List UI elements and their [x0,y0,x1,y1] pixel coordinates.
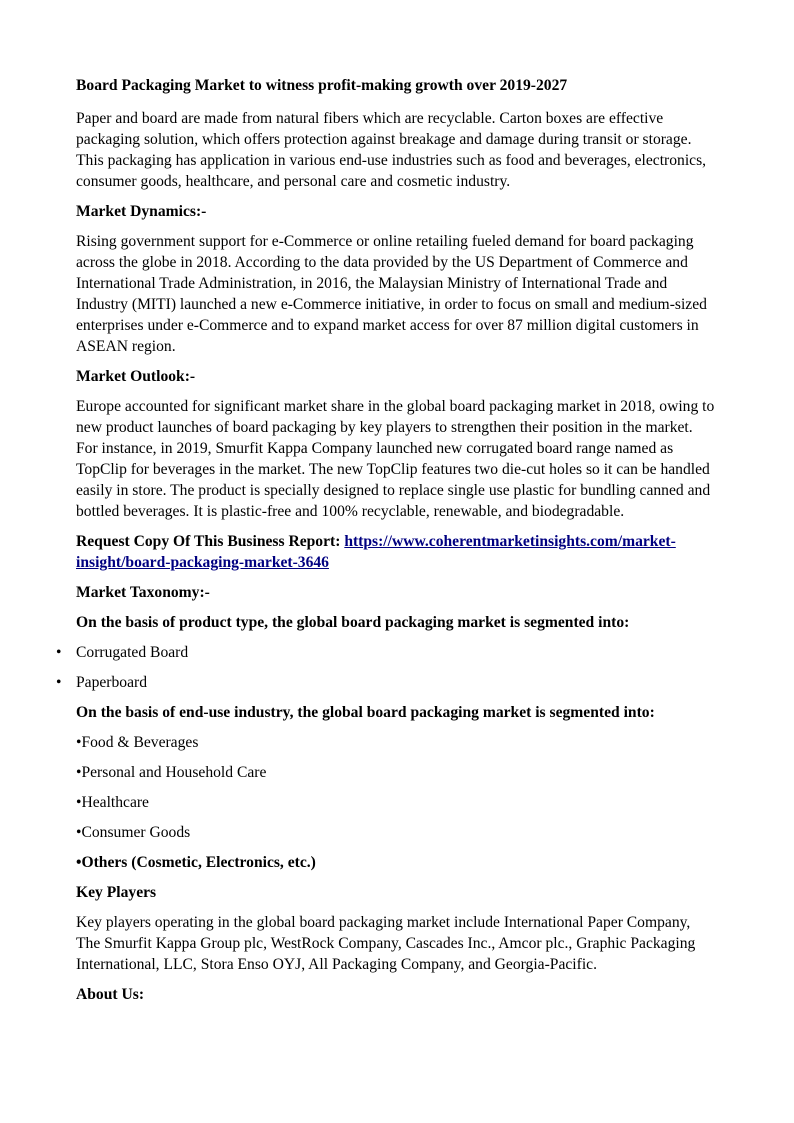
end-use-item: •Personal and Household Care [76,764,267,781]
key-players-paragraph: Key players operating in the global board packaging market include International Paper Company, The Smurfit Kappa Group plc, WestRock Company, Cascades Inc., Amcor plc., Graphic Packaging International, LLC, Stora Enso OYJ, All Packaging Company, and Georgia-Pacific. [76,914,696,973]
end-use-item-others: •Others (Cosmetic, Electronics, etc.) [76,854,316,871]
end-use-item: •Consumer Goods [76,824,191,841]
bullet-icon: • [56,644,62,661]
about-us-heading: About Us: [76,986,145,1003]
intro-paragraph: Paper and board are made from natural fibers which are recyclable. Carton boxes are effective packaging solution, which offers protection against breakage and damage during transit or storage. This packaging has application in various end-use industries such as food and beverages, electronics, consumer goods, healthcare, and personal care and cosmetic industry. [76,110,707,190]
document-title: Board Packaging Market to witness profit-making growth over 2019-2027 [76,77,568,94]
market-outlook-paragraph: Europe accounted for significant market share in the global board packaging market in 2018, owing to new product launches of board packaging by key players to strengthen their position in the market. For instance, in 2019, Smurfit Kappa Company launched new corrugated board range named as TopClip for beverages in the market. The new TopClip features two die-cut holes so it can be handled easily in store. The product is specially designed to replace single use plastic for bundling canned and bottled beverages. It is plastic-free and 100% recyclable, renewable, and biodegradable. [76,398,715,520]
product-type-list [56,642,718,693]
market-dynamics-paragraph: Rising government support for e-Commerce or online retailing fueled demand for board packaging across the globe in 2018. According to the data provided by the US Department of Commerce and International Trade Administration, in 2016, the Malaysian Ministry of International Trade and Industry (MITI) launched a new e-Commerce initiative, in order to focus on small and medium-sized enterprises under e-Commerce and to expand market access for over 87 million digital customers in ASEAN region. [76,233,707,355]
end-use-item: •Food & Beverages [76,734,199,751]
product-type-label: Corrugated Board [76,644,189,661]
key-players-heading: Key Players [76,884,157,901]
product-type-label: Paperboard [76,674,148,691]
list-item [56,672,718,693]
market-dynamics-heading: Market Dynamics:- [76,203,207,220]
market-outlook-heading: Market Outlook:- [76,368,196,385]
request-copy-label: Request Copy Of This Business Report: [76,533,345,550]
request-copy-line [76,531,718,573]
report-link[interactable]: https://www.coherentmarketinsights.com/market-insight/board-packaging-market-3646 [76,533,676,571]
product-type-heading: On the basis of product type, the global board packaging market is segmented into: [76,614,630,631]
list-item [56,642,718,663]
end-use-item: •Healthcare [76,794,149,811]
end-use-heading: On the basis of end-use industry, the global board packaging market is segmented into: [76,704,655,721]
bullet-icon: • [56,674,62,691]
market-taxonomy-heading: Market Taxonomy:- [76,584,210,601]
